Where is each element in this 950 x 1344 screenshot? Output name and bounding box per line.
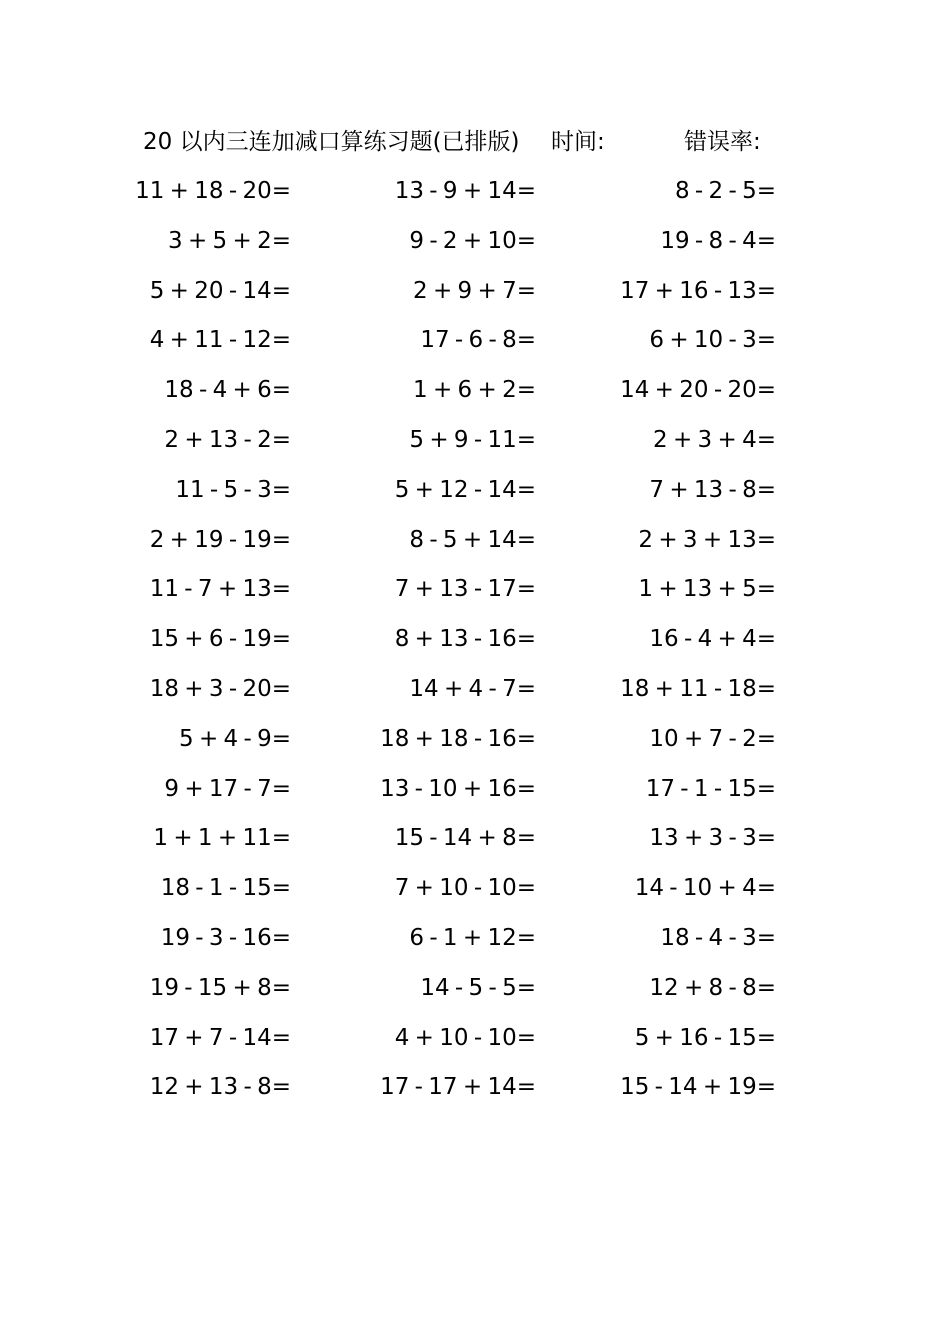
problem-row [0,273,950,309]
arithmetic-problem: 17 + 7 - 14= [149,1024,291,1051]
arithmetic-problem: 2 + 9 + 7= [413,277,536,304]
problem-row [0,522,950,558]
arithmetic-problem: 19 - 15 + 8= [149,974,291,1001]
arithmetic-problem: 1 + 6 + 2= [413,377,536,404]
arithmetic-problem: 14 - 10 + 4= [634,875,776,902]
arithmetic-problem: 15 - 14 + 19= [620,1074,776,1101]
arithmetic-problem: 18 - 4 + 6= [164,377,291,404]
arithmetic-problem: 4 + 11 - 12= [149,327,291,354]
arithmetic-problem: 11 - 5 - 3= [175,476,291,503]
error-rate-label: 错误率: [684,129,761,155]
arithmetic-problem: 17 - 1 - 15= [645,775,776,802]
arithmetic-problem: 17 + 16 - 13= [620,277,776,304]
problem-row [0,771,950,807]
problem-row [0,1020,950,1056]
arithmetic-problem: 19 - 8 - 4= [660,227,776,254]
arithmetic-problem: 9 - 2 + 10= [409,227,536,254]
arithmetic-problem: 13 + 3 - 3= [649,825,776,852]
problem-row [0,1069,950,1105]
problem-row [0,571,950,607]
worksheet-header [0,124,950,160]
arithmetic-problem: 14 + 20 - 20= [620,377,776,404]
problem-row [0,621,950,657]
arithmetic-problem: 11 - 7 + 13= [149,576,291,603]
arithmetic-problem: 8 - 2 - 5= [674,178,776,204]
arithmetic-problem: 18 - 4 - 3= [660,925,776,951]
arithmetic-problem: 7 + 10 - 10= [394,875,536,902]
arithmetic-problem: 2 + 13 - 2= [164,427,291,453]
arithmetic-problem: 12 + 8 - 8= [649,974,776,1001]
arithmetic-problem: 15 + 6 - 19= [149,626,291,653]
arithmetic-problem: 5 + 20 - 14= [149,277,291,304]
arithmetic-problem: 8 - 5 + 14= [409,526,536,553]
arithmetic-problem: 3 + 5 + 2= [168,227,291,254]
arithmetic-problem: 7 + 13 - 17= [394,576,536,603]
arithmetic-problem: 5 + 4 - 9= [179,725,291,752]
arithmetic-problem: 5 + 9 - 11= [409,427,536,453]
arithmetic-problem: 2 + 19 - 19= [149,526,291,553]
arithmetic-problem: 13 - 9 + 14= [394,178,536,204]
arithmetic-problem: 11 + 18 - 20= [135,178,291,204]
arithmetic-problem: 12 + 13 - 8= [149,1074,291,1101]
arithmetic-problem: 14 - 5 - 5= [420,974,536,1001]
arithmetic-problem: 16 - 4 + 4= [649,626,776,653]
problem-row [0,472,950,508]
time-label: 时间: [551,129,605,155]
problem-row [0,422,950,458]
arithmetic-problem: 19 - 3 - 16= [160,925,291,951]
arithmetic-problem: 18 + 11 - 18= [620,676,776,702]
arithmetic-problem: 6 - 1 + 12= [409,925,536,951]
arithmetic-problem: 18 - 1 - 15= [160,875,291,902]
arithmetic-problem: 13 - 10 + 16= [380,775,536,802]
arithmetic-problem: 1 + 1 + 11= [153,825,291,852]
problem-row [0,870,950,906]
arithmetic-problem: 18 + 18 - 16= [380,725,536,752]
problem-row [0,970,950,1006]
arithmetic-problem: 2 + 3 + 13= [638,526,776,553]
arithmetic-problem: 1 + 13 + 5= [638,576,776,603]
arithmetic-problem: 17 - 17 + 14= [380,1074,536,1101]
arithmetic-problem: 5 + 12 - 14= [394,476,536,503]
arithmetic-problem: 15 - 14 + 8= [394,825,536,852]
problem-row [0,820,950,856]
arithmetic-problem: 4 + 10 - 10= [394,1024,536,1051]
arithmetic-problem: 9 + 17 - 7= [164,775,291,802]
arithmetic-problem: 14 + 4 - 7= [409,676,536,702]
problem-row [0,223,950,259]
problem-row [0,920,950,956]
problem-row [0,372,950,408]
arithmetic-problem: 5 + 16 - 15= [634,1024,776,1051]
arithmetic-problem: 6 + 10 - 3= [649,327,776,354]
arithmetic-problem: 10 + 7 - 2= [649,725,776,752]
arithmetic-problem: 17 - 6 - 8= [420,327,536,354]
arithmetic-problem: 2 + 3 + 4= [653,427,776,453]
problem-row [0,322,950,358]
arithmetic-problem: 18 + 3 - 20= [149,676,291,702]
problem-row [0,671,950,707]
arithmetic-problem: 8 + 13 - 16= [394,626,536,653]
problem-row [0,721,950,757]
worksheet-title: 20 以内三连加减口算练习题(已排版) [143,129,520,155]
problem-row [0,173,950,209]
arithmetic-problem: 7 + 13 - 8= [649,476,776,503]
